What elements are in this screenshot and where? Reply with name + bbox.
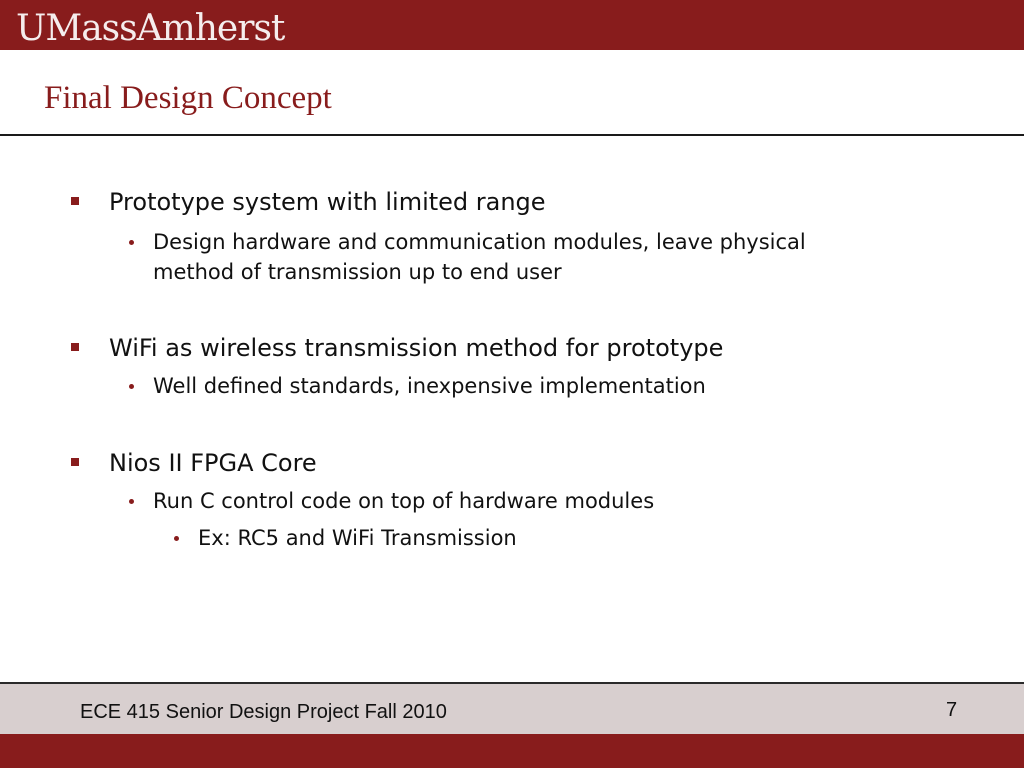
header-bar	[0, 0, 1024, 50]
bullet-level1: Nios II FPGA Core	[109, 449, 317, 477]
round-bullet-icon	[174, 536, 179, 541]
bullet-level2: Run C control code on top of hardware modules	[153, 489, 655, 513]
round-bullet-icon	[129, 499, 134, 504]
square-bullet-icon	[71, 458, 79, 466]
bottom-brand-bar	[0, 734, 1024, 768]
bullet-level2: Well defined standards, inexpensive implementation	[153, 374, 706, 398]
bullet-level3: Ex: RC5 and WiFi Transmission	[198, 526, 517, 550]
round-bullet-icon	[129, 384, 134, 389]
bullet-level2-continuation: method of transmission up to end user	[153, 260, 562, 284]
bullet-level2: Design hardware and communication modules, leave physical	[153, 230, 806, 254]
square-bullet-icon	[71, 197, 79, 205]
umass-amherst-logo: UMassAmherst	[16, 8, 285, 49]
square-bullet-icon	[71, 343, 79, 351]
bullet-level1: WiFi as wireless transmission method for prototype	[109, 334, 724, 362]
page-number: 7	[946, 699, 958, 721]
slide-title: Final Design Concept	[44, 80, 332, 116]
round-bullet-icon	[129, 240, 134, 245]
footer-text: ECE 415 Senior Design Project Fall 2010	[80, 701, 447, 723]
title-divider	[0, 134, 1024, 136]
bullet-level1: Prototype system with limited range	[109, 188, 546, 216]
